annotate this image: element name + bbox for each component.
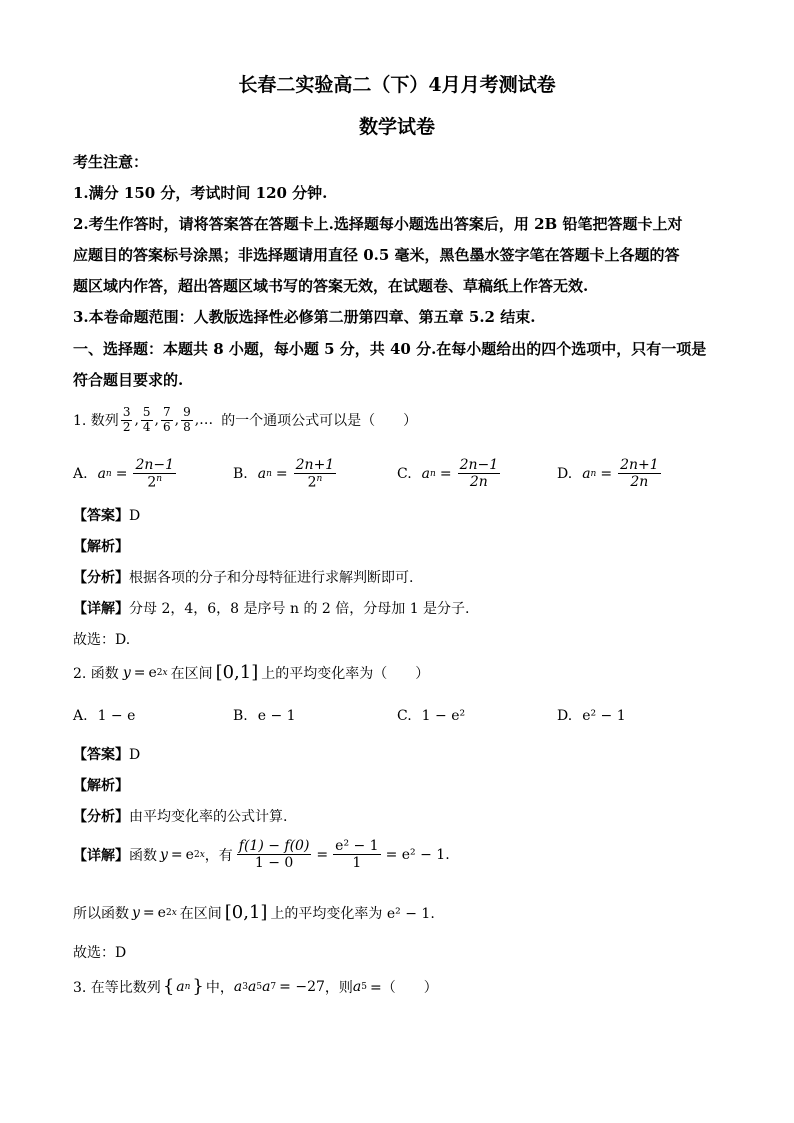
notice-heading: 考生注意： <box>73 153 149 171</box>
notice-item-2-line-3: 题区域内作答，超出答题区域书写的答案无效，在试题卷、草稿纸上作答无效. <box>73 277 589 295</box>
question-1-fenxi: 【分析】根据各项的分子和分母特征进行求解判断即可. <box>73 570 414 586</box>
page-title: 长春二实验高二（下）4月月考测试卷 <box>238 74 556 96</box>
question-2-option-b: B. e − 1 <box>233 708 296 724</box>
question-2-answer: 【答案】D <box>73 747 141 763</box>
question-2-option-a: A. 1 − e <box>73 708 136 724</box>
question-1-answer: 【答案】D <box>73 508 141 524</box>
question-1-suffix: 的一个通项公式可以是（ ） <box>221 413 418 430</box>
question-1-jiexi: 【解析】 <box>73 539 129 555</box>
question-2-guxuan: 故选：D <box>73 945 127 961</box>
notice-item-2-line-2: 应题目的答案标号涂黑；非选择题请用直径 0.5 毫米，黑色墨水签字笔在答题卡上各题的答 <box>73 246 680 264</box>
question-2-stem: 2. 函数 y = e 2x 在区间 [0,1] 上的平均变化率为（ ） <box>73 662 430 683</box>
page-subtitle: 数学试卷 <box>358 116 435 138</box>
question-2-xiangjie: 【详解】 函数 y = e 2x ，有 $\frac{f(1) - f(0)}{1 - 0}$ = $\frac{\text{e² − 1}}{1}$ = e² − 1. <box>73 838 450 872</box>
question-1-stem: 1. 数列 $\frac{3}{2}$ , $\frac{5}{4}$ , $\frac{7}{6}$ , $\frac{9}{8}$ ,… 的一个通项公式可以是（ ） <box>73 405 418 434</box>
section-heading-line-1: 一、选择题：本题共 8 小题，每小题 5 分，共 40 分.在每小题给出的四个选项中，只有一项是 <box>73 340 707 358</box>
question-3-stem: 3. 在等比数列 { a n } 中， a 3 a 5 a 7 = −27 ，则 a 5 =（ ） <box>73 976 438 997</box>
seq-term-3: $\frac{7}{6}$ <box>163 405 171 434</box>
seq-ellipsis: ,… <box>194 412 214 429</box>
notice-item-3: 3.本卷命题范围：人教版选择性必修第二册第四章、第五章 5.2 结束. <box>73 308 536 326</box>
question-2-jiexi: 【解析】 <box>73 778 129 794</box>
question-2-conclusion: 所以函数 y = e 2x 在区间 [0,1] 上的平均变化率为 e² − 1. <box>73 902 435 923</box>
section-heading-line-2: 符合题目要求的. <box>73 371 184 389</box>
notice-item-2-line-1: 2.考生作答时，请将答案答在答题卡上.选择题每小题选出答案后，用 2B 铅笔把答题卡上对 <box>73 215 683 233</box>
question-2-fenxi: 【分析】由平均变化率的公式计算. <box>73 809 288 825</box>
seq-term-1: $\frac{3}{2}$ <box>122 405 131 434</box>
question-1-prefix: 1. 数列 <box>73 413 119 430</box>
question-1-guxuan: 故选：D. <box>73 632 131 648</box>
seq-term-2: $\frac{5}{4}$ <box>142 405 151 434</box>
question-1-option-b: B. a n = $\frac{2n+1}{2^n}$ <box>233 457 335 491</box>
question-1-option-a: A. a n = $\frac{2n-1}{2^n}$ <box>73 457 175 491</box>
question-2-option-c: C. 1 − e² <box>397 708 466 724</box>
notice-item-1: 1.满分 150 分，考试时间 120 分钟. <box>73 184 328 202</box>
question-1-xiangjie: 【详解】分母 2，4，6，8 是序号 n 的 2 倍，分母加 1 是分子. <box>73 601 470 617</box>
question-1-option-c: C. a n = $\frac{2n-1}{2n}$ <box>397 457 499 491</box>
question-1-option-d: D. a n = $\frac{2n+1}{2n}$ <box>557 457 659 491</box>
question-2-option-d: D. e² − 1 <box>557 708 626 724</box>
seq-term-4: $\frac{9}{8}$ <box>183 405 191 434</box>
